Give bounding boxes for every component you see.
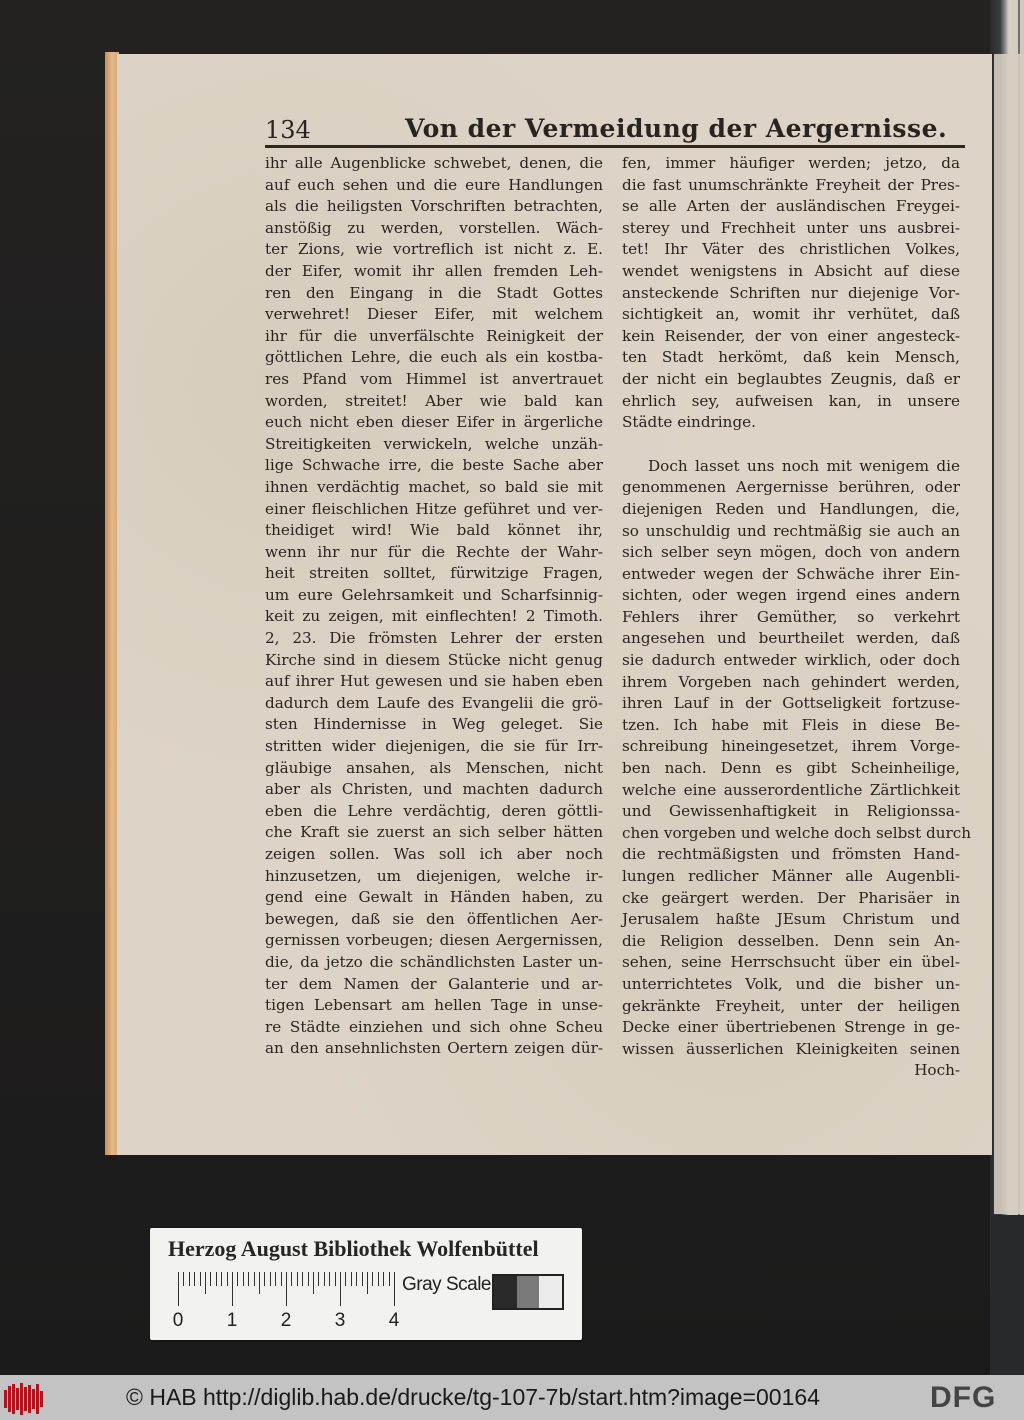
logo-bar [12,1384,15,1414]
catchword: Hoch- [914,1061,960,1080]
logo-bar [40,1391,43,1407]
text-line: kein Reisender, der von einer angesteck- [622,326,960,345]
logo-bar [28,1385,31,1413]
ruler-tick [275,1272,276,1286]
text-line: sie dadurch entweder wirklich, oder doch [622,651,960,670]
text-line: sichtigkeit an, womit ihr verhütet, daß [622,305,960,324]
ruler-number: 4 [388,1310,400,1331]
grayscale-label: Gray Scale [402,1274,491,1295]
ruler-tick [286,1272,287,1306]
ruler-tick [264,1272,265,1286]
text-line: lige Schwache irre, die beste Sache aber [265,456,603,475]
text-line: wendet wenigstens in Absicht auf diese [622,261,960,280]
text-line: an den ansehnlichsten Oertern zeigen dür- [265,1039,603,1058]
text-line: wissen äusserlichen Kleinigkeiten seinen [622,1039,960,1058]
text-line: gläubige ansahen, als Menschen, nicht [265,758,603,777]
ruler-tick [216,1272,217,1286]
ruler-tick [259,1272,260,1294]
hab-logo-icon [4,1383,44,1415]
logo-bar [32,1389,35,1409]
text-line: auf euch sehen und die eure Handlungen [265,175,603,194]
ruler-tick [205,1272,206,1294]
text-line: so unschuldig und rechtmäßig sie auch an [622,521,960,540]
ruler-tick [362,1272,363,1286]
grayscale-swatch [494,1276,517,1308]
text-line: unterrichtetes Volk, und die bisher un- [622,974,960,993]
ruler-tick [183,1272,184,1286]
ruler-tick [345,1272,346,1286]
ruler-tick [340,1272,341,1306]
text-line: 2, 23. Die frömsten Lehrer der ersten [265,629,603,648]
text-line: ter dem Namen der Galanterie und ar- [265,974,603,993]
text-line: göttlichen Lehre, die euch als ein kostba- [265,348,603,367]
text-line: res Pfand vom Himmel ist anvertrauet [265,369,603,388]
text-line: gend eine Gewalt in Händen haben, zu [265,888,603,907]
ruler-tick [383,1272,384,1286]
text-line: ehrlich sey, aufweisen kan, in unsere [622,391,960,410]
text-line: die fast unumschränkte Freyheit der Pres- [622,175,960,194]
text-line: stritten wider diejenigen, die sie für Irr- [265,737,603,756]
ruler-tick [189,1272,190,1286]
grayscale-swatches [492,1274,564,1310]
ruler-tick [329,1272,330,1286]
text-line: die Religion desselben. Denn sein An- [622,931,960,950]
ruler-tick [210,1272,211,1286]
logo-bar [8,1386,11,1412]
ruler-tick [194,1272,195,1286]
text-line: euch nicht eben dieser Eifer in ärgerliche [265,413,603,432]
text-column-right [622,153,972,1082]
text-line: ihnen verdächtig machet, so bald sie mit [265,477,603,496]
ruler-tick [270,1272,271,1286]
ruler-tick [372,1272,373,1286]
ruler-tick [324,1272,325,1286]
header-rule [265,145,965,148]
logo-bar [24,1387,27,1411]
text-line: chen vorgeben und welche doch selbst durch [622,823,972,842]
library-name: Herzog August Bibliothek Wolfenbüttel [168,1236,539,1261]
page-number: 134 [265,116,311,144]
ruler-tick [378,1272,379,1286]
logo-bar [4,1390,7,1408]
ruler-tick [281,1272,282,1286]
text-column-left [265,153,603,1060]
logo-bar [36,1384,39,1414]
text-line: ben nach. Denn es gibt Scheinheilige, [622,759,960,778]
text-line: sichten, oder wegen irgend eines andern [622,586,960,605]
text-line: ihrem Vorgeben nach gehindert werden, [622,672,960,691]
text-line: entweder wegen der Schwäche ihrer Ein- [622,564,960,583]
text-line: der nicht ein beglaubtes Zeugnis, daß er [622,369,960,388]
ruler-tick [297,1272,298,1286]
ruler-tick [302,1272,303,1286]
ruler-tick [237,1272,238,1286]
text-line: verwehret! Dieser Eifer, mit welchem [265,305,603,324]
text-line: che Kraft sie zuerst an sich selber hätten [265,823,603,842]
ruler-tick [356,1272,357,1286]
text-line: heit streiten solltet, fürwitzige Fragen, [265,564,603,583]
text-line: Fehlers ihrer Gemüther, so verkehrt [622,607,960,626]
ruler-tick [227,1272,228,1286]
logo-bar [20,1383,23,1415]
text-line: und Gewissenhaftigkeit in Religionssa- [622,802,960,821]
ruler-tick [243,1272,244,1286]
text-line: gekränkte Freyheit, unter der heiligen [622,996,960,1015]
text-line: ansteckende Schriften nur diejenige Vor- [622,283,960,302]
text-line: se alle Arten der ausländischen Freygei- [622,197,960,216]
text-line: re Städte einziehen und sich ohne Scheu [265,1017,603,1036]
running-title: Von der Vermeidung der Aergernisse. [405,114,948,143]
ruler-tick [248,1272,249,1286]
text-line: worden, streitet! Aber wie bald kan [265,391,603,410]
text-line: die, da jetzo die schändlichsten Laster un- [265,952,603,971]
text-line: anstößig zu werden, vorstellen. Wäch- [265,218,603,237]
ruler-tick [200,1272,201,1286]
dfg-logo-icon: DFG [930,1381,997,1414]
text-line: hinzusetzen, um diejenigen, welche ir- [265,866,603,885]
text-line: genommenen Aergernisse berühren, oder [622,478,960,497]
text-line: theidiget wird! Wie bald könnet ihr, [265,521,603,540]
footer-bar [0,1375,1024,1420]
facing-page-edge [994,54,1024,1214]
grayscale-swatch [539,1276,562,1308]
text-line: sich selber seyn mögen, doch von andern [622,543,960,562]
text-line: tet! Ihr Väter des christlichen Volkes, [622,240,960,259]
text-line: aber als Christen, und machten dadurch [265,780,603,799]
logo-bar [16,1388,19,1410]
text-line: um eure Gelehrsamkeit und Scharfsinnig- [265,585,603,604]
ruler-number: 0 [172,1310,184,1331]
footer-copyright-url[interactable]: © HAB http://diglib.hab.de/drucke/tg-107-7b/start.htm?image=00164 [126,1384,820,1410]
text-line: Städte eindringe. [622,413,756,432]
text-line: cke geärgert werden. Der Pharisäer in [622,888,960,907]
text-line: wenn ihr nur für die Rechte der Wahr- [265,542,603,561]
text-line: lungen redlicher Männer alle Augenbli- [622,867,960,885]
ruler-tick [313,1272,314,1294]
ruler-tick [291,1272,292,1286]
text-line: eben die Lehre verdächtig, deren göttli- [265,801,603,820]
ruler-tick [389,1272,390,1286]
text-line: angesehen und beurtheilet werden, daß [622,629,960,648]
text-line: ten Stadt herkömt, daß kein Mensch, [622,348,960,367]
text-line: auf ihrer Hut gewesen und sie haben eben [265,672,603,691]
ruler-scale [172,1272,400,1332]
text-line: Decke einer übertriebenen Strenge in ge- [622,1018,960,1037]
text-line: schreibung hineingesetzet, ihrem Vorge- [622,737,960,756]
text-line: sterey und Frechheit unter uns ausbrei- [622,218,960,237]
ruler-number: 1 [226,1310,238,1331]
paragraph-gap [622,434,960,456]
ruler-tick [394,1272,395,1306]
ruler-number: 3 [334,1310,346,1331]
text-line: Doch lasset uns noch mit wenigem die [648,456,960,475]
text-line: ihren Lauf in der Gottseligkeit fortzuse- [622,694,960,713]
text-line: der Eifer, womit ihr allen fremden Leh- [265,261,603,280]
text-line: ren den Eingang in die Stadt Gottes [265,283,603,302]
ruler-tick [308,1272,309,1286]
ruler-tick [318,1272,319,1286]
text-line: bewegen, daß sie den öffentlichen Aer- [265,909,603,928]
text-line: Jerusalem haßte JEsum Christum und [622,910,960,929]
text-line: als die heiligsten Vorschriften betrachten, [265,197,603,216]
library-color-card [150,1228,582,1340]
text-line: fen, immer häufiger werden; jetzo, da [622,154,960,172]
text-line: die rechtmäßigsten und frömsten Hand- [622,845,960,864]
ruler-tick [335,1272,336,1286]
text-line: Streitigkeiten verwickeln, welche unzäh- [265,434,603,453]
ruler-tick [232,1272,233,1306]
text-line: diejenigen Reden und Handlungen, die, [622,499,960,518]
text-line: sehen, seine Herrschsucht über ein übel- [622,953,960,972]
text-line: gernissen vorbeugen; diesen Aergernissen, [265,931,603,950]
glass-lower-shadow [990,1215,1024,1375]
text-line: zeigen sollen. Was soll ich aber noch [265,845,603,863]
grayscale-swatch [517,1276,540,1308]
ruler-number: 2 [280,1310,292,1331]
text-line: Kirche sind in diesem Stücke nicht genug [265,650,603,669]
text-line: ter Zions, wie vortreflich ist nicht z. E. [265,240,603,259]
text-line: tzen. Ich habe mit Fleis in diese Be- [622,715,960,734]
ruler-tick [367,1272,368,1294]
text-line: ihr alle Augenblicke schwebet, denen, die [265,154,603,172]
text-line: welche eine ausserordentliche Zärtlichkeit [622,780,960,799]
text-line: sten Hindernisse in Weg geleget. Sie [265,715,603,734]
ruler-tick [351,1272,352,1286]
text-line: ihr für die unverfälschte Reinigkeit der [265,326,603,345]
text-line: einer fleischlichen Hitze geführet und ver- [265,499,603,518]
text-line: keit zu zeigen, mit einflechten! 2 Timoth. [265,607,603,626]
ruler-tick [221,1272,222,1286]
ruler-tick [178,1272,179,1306]
text-line: tigen Lebensart am hellen Tage in unse- [265,996,603,1015]
text-line: dadurch dem Laufe des Evangelii die grö- [265,693,603,712]
ruler-tick [254,1272,255,1286]
